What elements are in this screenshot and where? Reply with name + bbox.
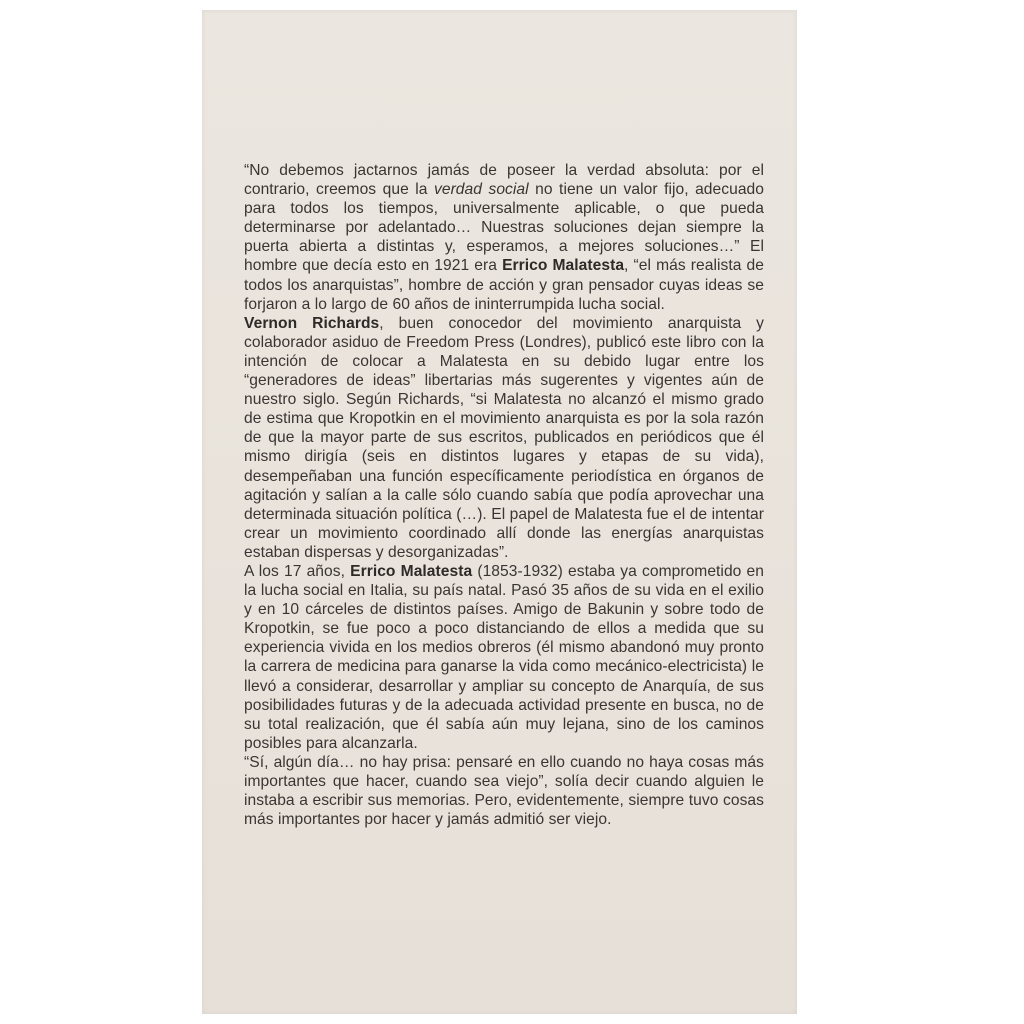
text-segment-italic: verdad social — [434, 181, 529, 199]
blurb-text — [244, 161, 764, 829]
text-segment: , “el más realista de todos los anarquistas”, hombre de acción y gran pensador cuyas ideas se forjaron a lo largo de 60 años de ininterrumpida lucha social. — [244, 257, 764, 313]
text-segment: no tiene un valor fijo, adecuado para todos los tiempos, universalmente aplicable, o que pueda determinarse por adelantado… Nuestras soluciones dejan siempre la puerta abierta a distintas y, esperamos, a mejores soluciones…” El hombre que decía esto en 1921 era — [244, 181, 764, 275]
paragraph-biography — [244, 562, 764, 753]
paragraph-memoirs — [244, 753, 764, 829]
text-segment: , buen conocedor del movimiento anarquista y colaborador asiduo de Freedom Press (Londres), publicó este libro con la intención de colocar a Malatesta en su debido lugar entre los “generadores de ideas” libertarias más sugerentes y vigentes aún de nuestro siglo. Según Richards, “si Malatesta no alcanzó el mismo grado de estima que Kropotkin en el movimiento anarquista es por la sola razón de que la mayor parte de sus escritos, publicados en periódicos que él mismo dirigía (seis en distintos lugares y etapas de su vida), desempeñaban una función específicamente periodística en órganos de agitación y salían a la calle sólo cuando sabía que podía aprovechar una determinada situación política (…). El papel de Malatesta fue el de intentar crear un movimiento coordinado allí donde las energías anarquistas estaban dispersas y desorganizadas”. — [244, 314, 764, 561]
text-segment: “No debemos jactarnos jamás de poseer la verdad absoluta: por el contrario, creemos que la — [244, 162, 764, 199]
editor-name: Vernon Richards — [244, 314, 380, 332]
text-segment: A los 17 años, — [244, 562, 351, 580]
text-segment: (1853-1932) estaba ya comprometido en la lucha social en Italia, su país natal. Pasó 35 años de su vida en el exilio y en 10 cárceles de distintos países. Amigo de Bakunin y sobre todo de Kropotkin, se fue poco a poco distanciando de ellos a medida que su experiencia vivida en los medios obreros (él mismo abandonó muy pronto la carrera de medicina para ganarse la vida como mecánico-electricista) le llevó a considerar, desarrollar y ampliar su concepto de Anarquía, de sus posibilidades futuras y de la adecuada actividad presente en busca, no de su total realización, que él sabía aún muy lejana, sino de los caminos posibles para alcanzarla. — [244, 562, 764, 752]
book-back-cover — [202, 10, 797, 1014]
paragraph-quote-intro — [244, 161, 764, 314]
text-segment: “Sí, algún día… no hay prisa: pensaré en ello cuando no haya cosas más importantes que hacer, cuando sea viejo”, solía decir cuando alguien le instaba a escribir sus memorias. Pero, evidentemente, siempre tuvo cosas más importantes por hacer y jamás admitió ser viejo. — [244, 753, 764, 829]
paragraph-vernon-richards — [244, 314, 764, 562]
author-name: Errico Malatesta — [502, 257, 625, 275]
author-name: Errico Malatesta — [350, 562, 473, 580]
